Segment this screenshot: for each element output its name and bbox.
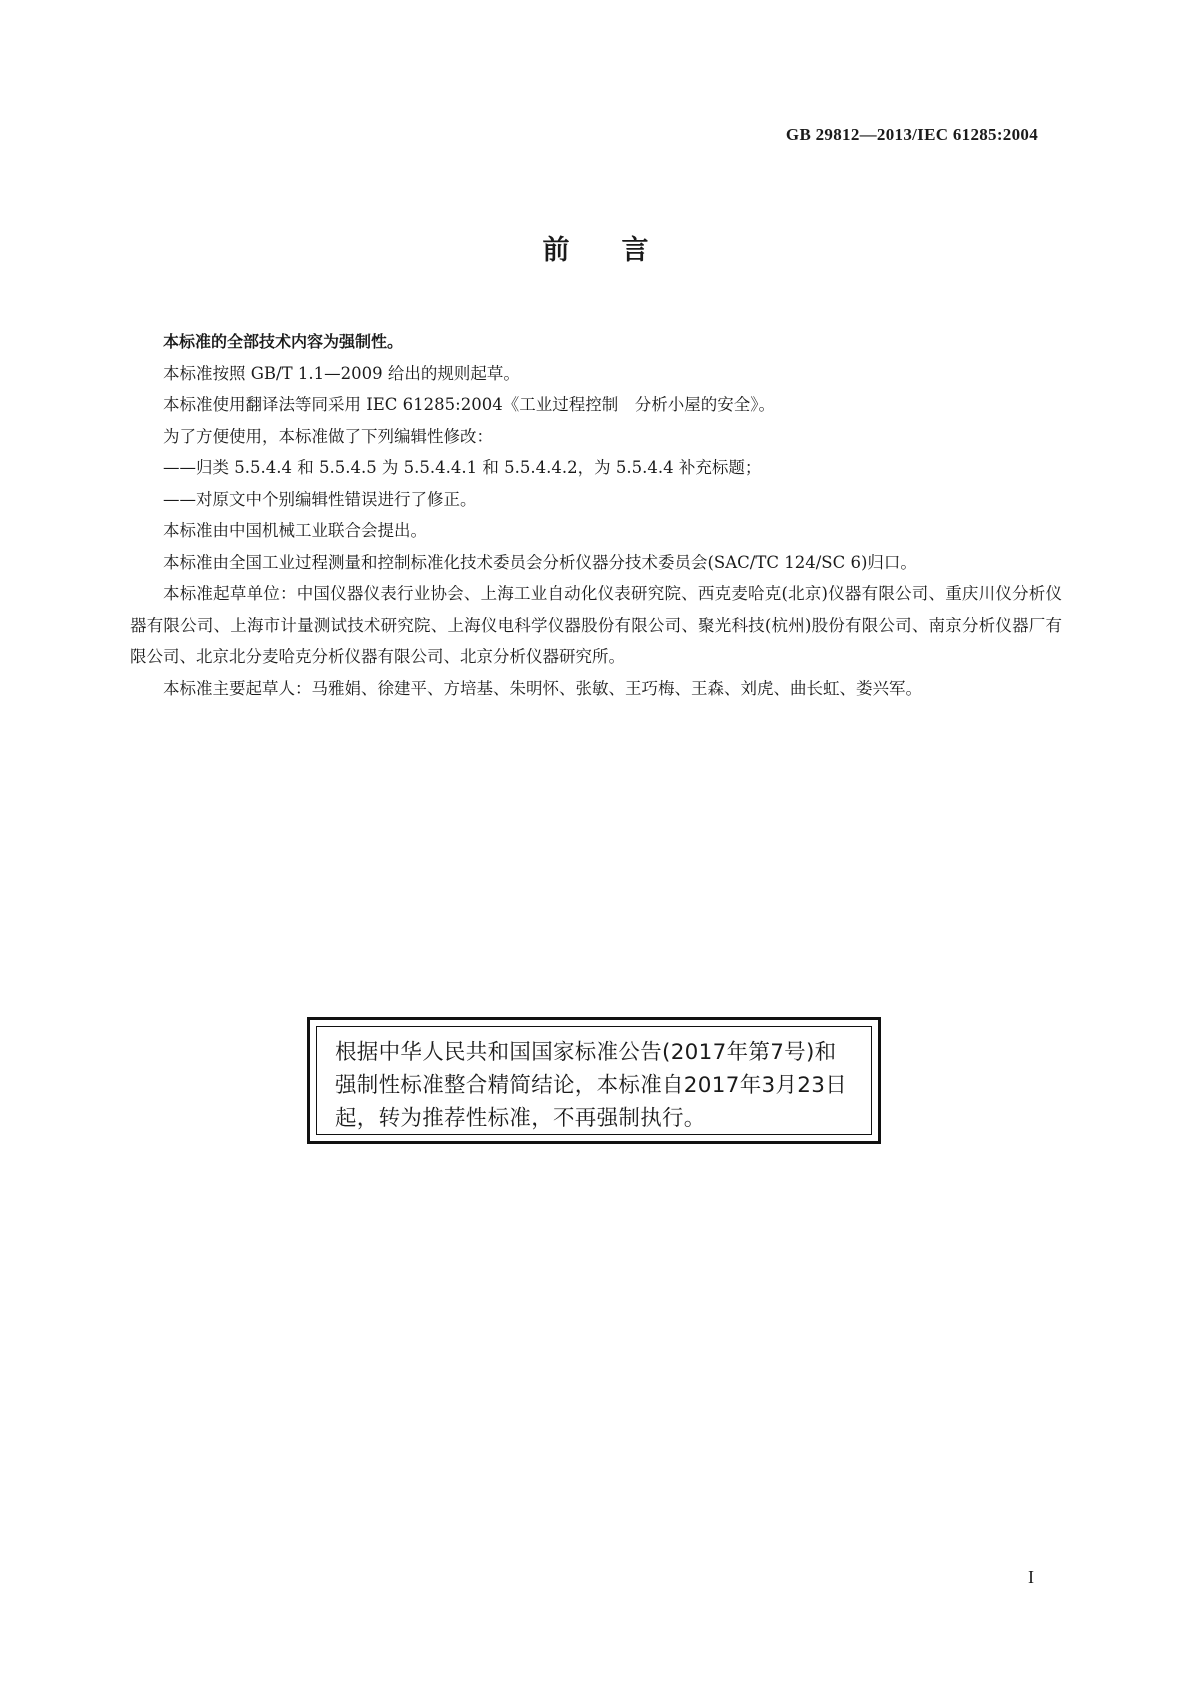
notice-box xyxy=(307,1017,881,1144)
paragraph-drafters: 本标准主要起草人：马雅娟、徐建平、方培基、朱明怀、张敏、王巧梅、王森、刘虎、曲长虹、娄兴军。 xyxy=(163,678,922,698)
page-number: I xyxy=(1028,1567,1034,1587)
page-title: 前言 xyxy=(542,235,701,266)
paragraph-editorial-changes: 为了方便使用，本标准做了下列编辑性修改： xyxy=(163,426,493,446)
notice-text: 根据中华人民共和国国家标准公告(2017年第7号)和强制性标准整合精简结论，本标准自2017年3月23日起，转为推荐性标准，不再强制执行。 xyxy=(335,1040,848,1131)
paragraph-drafting-units: 本标准起草单位：中国仪器仪表行业协会、上海工业自动化仪表研究院、西克麦哈克(北京)仪器有限公司、重庆川仪分析仪器有限公司、上海市计量测试技术研究院、上海仪电科学仪器股份有限公司、聚光科技(杭州)股份有限公司、南京分析仪器厂有限公司、北京北分麦哈克分析仪器有限公司、北京分析仪器研究所。 xyxy=(130,584,1062,666)
list-item-change-2: ——对原文中个别编辑性错误进行了修正。 xyxy=(163,489,477,509)
standard-code: GB 29812—2013/IEC 61285:2004 xyxy=(785,125,1038,144)
paragraph-translation: 本标准使用翻译法等同采用 IEC 61285:2004《工业过程控制 分析小屋的安全》。 xyxy=(163,395,775,414)
paragraph-committee: 本标准由全国工业过程测量和控制标准化技术委员会分析仪器分技术委员会(SAC/TC 124/SC 6)归口。 xyxy=(163,552,917,572)
list-item-change-1: ——归类 5.5.4.4 和 5.5.4.5 为 5.5.4.4.1 和 5.5.4.4.2，为 5.5.4.4 补充标题； xyxy=(163,458,762,477)
paragraph-mandatory: 本标准的全部技术内容为强制性。 xyxy=(163,332,404,351)
paragraph-drafting-rules: 本标准按照 GB/T 1.1—2009 给出的规则起草。 xyxy=(163,363,520,383)
notice-inner-frame xyxy=(316,1026,872,1135)
paragraph-proposer: 本标准由中国机械工业联合会提出。 xyxy=(163,521,427,540)
foreword-body xyxy=(130,326,1062,704)
